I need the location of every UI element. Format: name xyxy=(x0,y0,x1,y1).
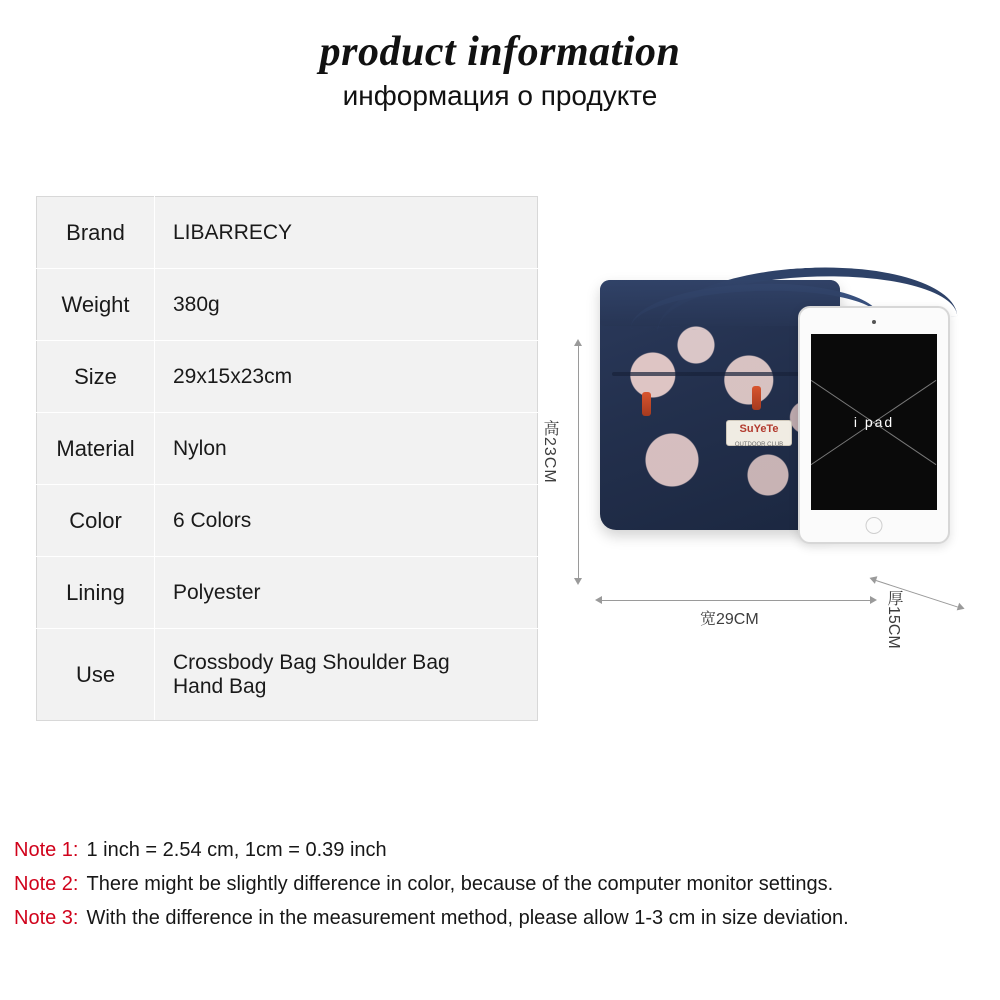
table-row xyxy=(37,413,538,485)
height-dimension-label: 高23CM xyxy=(541,420,558,484)
bag-zipper xyxy=(612,372,818,376)
table-row xyxy=(37,197,538,269)
bag-zipper-pull xyxy=(642,392,651,416)
spec-value xyxy=(155,629,538,721)
spec-key: Lining xyxy=(37,557,155,629)
table-row xyxy=(37,629,538,721)
width-dimension-arrow xyxy=(602,600,870,601)
bag-brand-name: SuYeTe xyxy=(739,423,779,435)
spec-key: Weight xyxy=(37,269,155,341)
note-text: There might be slightly difference in color, because of the computer monitor settings. xyxy=(86,873,834,895)
width-dimension-label: 宽29CM xyxy=(700,611,759,628)
tablet-screen xyxy=(811,334,937,510)
bag-brand-subtitle: OUTDOOR CLUB xyxy=(734,442,784,448)
table-row xyxy=(37,485,538,557)
table-row xyxy=(37,269,538,341)
spec-value: Polyester xyxy=(155,557,538,629)
spec-value: 29x15x23cm xyxy=(155,341,538,413)
page-header xyxy=(0,30,1000,112)
note-text: With the difference in the measurement method, please allow 1-3 cm in size deviation. xyxy=(86,907,849,929)
tablet-label: i pad xyxy=(853,414,895,430)
depth-dimension-label: 厚15CM xyxy=(885,590,902,649)
note-item xyxy=(14,838,994,863)
spec-value: 6 Colors xyxy=(155,485,538,557)
spec-value-line2: Hand Bag xyxy=(173,674,267,698)
tablet-image xyxy=(798,306,950,544)
spec-key: Brand xyxy=(37,197,155,269)
spec-key: Use xyxy=(37,629,155,721)
tablet-camera-icon xyxy=(872,320,876,324)
note-item xyxy=(14,906,994,931)
table-row xyxy=(37,341,538,413)
note-item xyxy=(14,872,994,897)
spec-key: Size xyxy=(37,341,155,413)
spec-value-line1: Crossbody Bag Shoulder Bag xyxy=(173,650,450,674)
tablet-home-button-icon xyxy=(866,517,883,534)
height-dimension-arrow xyxy=(578,346,579,578)
specification-table xyxy=(36,196,538,721)
note-label: Note 3: xyxy=(14,907,79,929)
spec-value: LIBARRECY xyxy=(155,197,538,269)
notes-section xyxy=(14,838,994,940)
note-label: Note 1: xyxy=(14,839,79,861)
spec-value: Nylon xyxy=(155,413,538,485)
bag-brand-label xyxy=(726,420,792,446)
spec-key: Material xyxy=(37,413,155,485)
note-label: Note 2: xyxy=(14,873,79,895)
note-text: 1 inch = 2.54 cm, 1cm = 0.39 inch xyxy=(86,839,387,861)
page-title-english: product information xyxy=(319,29,681,75)
product-photo xyxy=(541,250,980,650)
bag-zipper-pull xyxy=(752,386,761,410)
table-row xyxy=(37,557,538,629)
spec-value: 380g xyxy=(155,269,538,341)
page-title-russian: информация о продукте xyxy=(342,80,658,112)
spec-key: Color xyxy=(37,485,155,557)
